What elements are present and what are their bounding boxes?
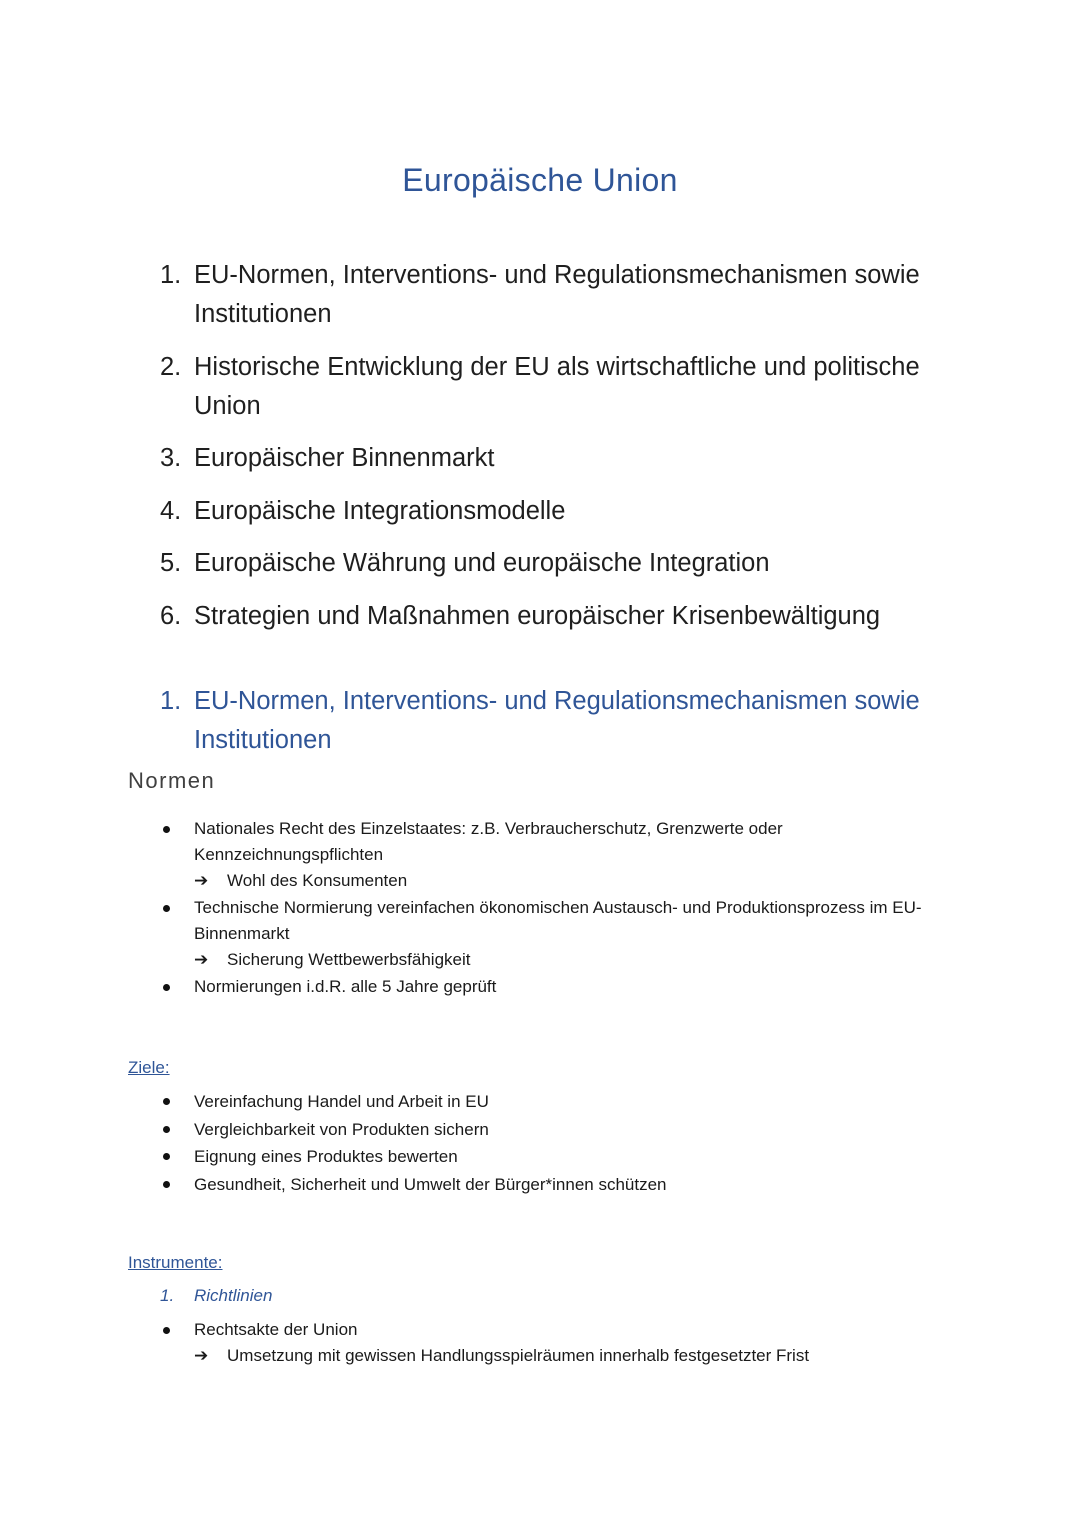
toc-number: 2. <box>160 352 182 381</box>
toc-text: EU-Normen, Interventions- und Regulationsmechanismen sowie Institutionen <box>194 261 920 328</box>
subheading-normen: Normen <box>128 768 216 793</box>
list-item <box>160 1088 667 1116</box>
toc-number: 6. <box>160 601 182 630</box>
list-item <box>160 1171 667 1199</box>
arrow-note-text: Umsetzung mit gewissen Handlungsspielräumen innerhalb festgesetzter Frist <box>227 1346 810 1365</box>
instrumente-label: Instrumente: <box>128 1253 223 1272</box>
arrow-note <box>194 868 960 894</box>
right-arrow-icon: ➔ <box>194 871 209 890</box>
list-item <box>160 974 960 1000</box>
toc-item <box>160 439 960 478</box>
list-item-text: Gesundheit, Sicherheit und Umwelt der Bürger*innen schützen <box>194 1174 667 1194</box>
bullet-icon <box>163 1327 170 1334</box>
list-item <box>160 816 960 894</box>
list-item <box>160 895 960 973</box>
ziele-list <box>160 1088 667 1198</box>
toc-text: Europäische Integrationsmodelle <box>194 496 566 525</box>
list-item-text: Eignung eines Produktes bewerten <box>194 1147 458 1166</box>
toc-text: Europäische Währung und europäische Integration <box>194 549 770 577</box>
ziele-label: Ziele: <box>128 1058 170 1077</box>
list-item-text: Normierungen i.d.R. alle 5 Jahre geprüft <box>194 977 497 996</box>
toc-number: 5. <box>160 549 182 577</box>
subheading-number: 1. <box>160 1286 175 1305</box>
list-item-text: Vereinfachung Handel und Arbeit in EU <box>194 1092 489 1111</box>
subheading-text: Richtlinien <box>194 1286 273 1305</box>
list-item <box>160 1116 667 1144</box>
instrumente-subheading <box>160 1286 272 1306</box>
arrow-note-text: Sicherung Wettbewerbsfähigkeit <box>227 950 471 969</box>
arrow-note <box>194 1343 960 1369</box>
toc-item <box>160 597 960 636</box>
toc-item <box>160 256 960 334</box>
arrow-note <box>194 947 960 973</box>
toc-text: Historische Entwicklung der EU als wirtschaftliche und politische Union <box>194 352 920 420</box>
right-arrow-icon: ➔ <box>194 950 209 969</box>
bullet-icon <box>163 1181 170 1188</box>
list-item-text: Vergleichbarkeit von Produkten sichern <box>194 1119 489 1139</box>
toc-number: 3. <box>160 444 182 472</box>
toc-item <box>160 492 960 531</box>
toc-item <box>160 544 960 583</box>
bullet-icon <box>163 984 170 991</box>
toc-text: Strategien und Maßnahmen europäischer Krisenbewältigung <box>194 601 881 630</box>
list-item <box>160 1317 960 1369</box>
bullet-icon <box>163 1098 170 1105</box>
section-number: 1. <box>160 687 182 715</box>
section-heading <box>160 682 960 760</box>
bullet-icon <box>163 826 170 833</box>
toc-text: Europäischer Binnenmarkt <box>194 444 495 472</box>
instrumente-list <box>160 1317 960 1369</box>
list-item-text: Technische Normierung vereinfachen ökonomischen Austausch- und Produktionsprozess im EU-Binnenmarkt <box>194 898 922 943</box>
toc-number: 4. <box>160 496 182 525</box>
right-arrow-icon: ➔ <box>194 1346 209 1365</box>
section-heading-text: EU-Normen, Interventions- und Regulationsmechanismen sowie Institutionen <box>194 687 920 754</box>
list-item-text: Nationales Recht des Einzelstaates: z.B. Verbraucherschutz, Grenzwerte oder Kennzeichnungspflichten <box>194 819 783 864</box>
list-item-text: Rechtsakte der Union <box>194 1320 358 1339</box>
page-title: Europäische Union <box>402 162 678 198</box>
bullet-icon <box>163 1153 170 1160</box>
toc-item <box>160 348 960 426</box>
bullet-icon <box>163 905 170 912</box>
arrow-note-text: Wohl des Konsumenten <box>227 871 408 890</box>
list-item <box>160 1143 667 1171</box>
normen-list <box>160 816 960 1001</box>
bullet-icon <box>163 1126 170 1133</box>
toc-number: 1. <box>160 261 182 289</box>
table-of-contents <box>160 256 960 649</box>
